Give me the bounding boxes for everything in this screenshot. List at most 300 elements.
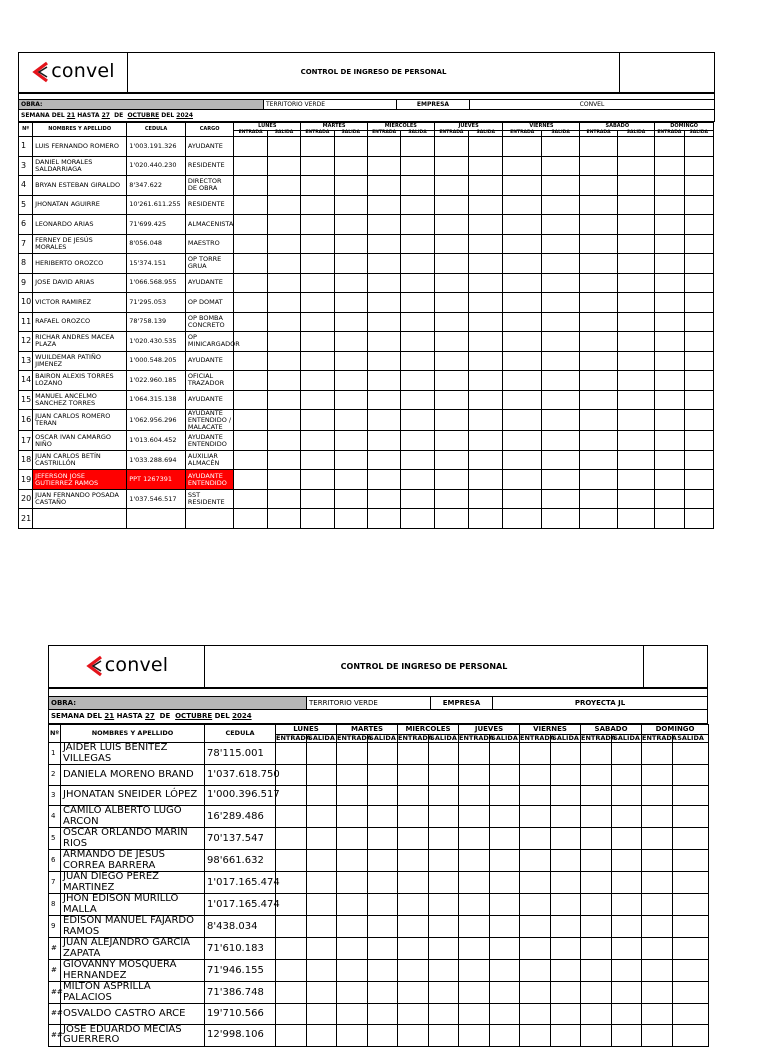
entrada-cell[interactable] <box>520 982 551 1004</box>
salida-cell[interactable] <box>551 1004 581 1025</box>
entrada-cell[interactable] <box>459 960 490 982</box>
entrada-cell[interactable] <box>580 195 617 215</box>
entrada-cell[interactable] <box>301 410 334 431</box>
salida-cell[interactable] <box>334 351 367 371</box>
entrada-cell[interactable] <box>434 137 468 157</box>
entrada-cell[interactable] <box>434 234 468 254</box>
entrada-cell[interactable] <box>367 489 400 509</box>
entrada-cell[interactable] <box>580 470 617 490</box>
salida-cell[interactable] <box>673 894 709 916</box>
salida-cell[interactable] <box>401 215 434 235</box>
salida-cell[interactable] <box>469 234 503 254</box>
salida-cell[interactable] <box>307 785 337 806</box>
entrada-cell[interactable] <box>337 982 368 1004</box>
entrada-cell[interactable] <box>434 431 468 451</box>
entrada-cell[interactable] <box>337 1004 368 1025</box>
entrada-cell[interactable] <box>301 431 334 451</box>
entrada-cell[interactable] <box>655 234 684 254</box>
salida-cell[interactable] <box>684 509 713 529</box>
entrada-cell[interactable] <box>276 785 307 806</box>
salida-cell[interactable] <box>267 234 300 254</box>
entrada-cell[interactable] <box>234 215 267 235</box>
entrada-cell[interactable] <box>337 894 368 916</box>
entrada-cell[interactable] <box>398 785 429 806</box>
salida-cell[interactable] <box>267 410 300 431</box>
salida-cell[interactable] <box>551 1024 581 1046</box>
salida-cell[interactable] <box>334 254 367 274</box>
salida-cell[interactable] <box>469 176 503 196</box>
entrada-cell[interactable] <box>580 489 617 509</box>
salida-cell[interactable] <box>684 156 713 176</box>
salida-cell[interactable] <box>401 273 434 293</box>
salida-cell[interactable] <box>673 765 709 786</box>
salida-cell[interactable] <box>469 390 503 410</box>
entrada-cell[interactable] <box>337 872 368 894</box>
entrada-cell[interactable] <box>503 234 541 254</box>
salida-cell[interactable] <box>334 176 367 196</box>
salida-cell[interactable] <box>469 137 503 157</box>
entrada-cell[interactable] <box>337 916 368 938</box>
salida-cell[interactable] <box>267 489 300 509</box>
salida-cell[interactable] <box>401 156 434 176</box>
salida-cell[interactable] <box>673 743 709 765</box>
entrada-cell[interactable] <box>276 916 307 938</box>
entrada-cell[interactable] <box>580 234 617 254</box>
salida-cell[interactable] <box>401 254 434 274</box>
entrada-cell[interactable] <box>234 390 267 410</box>
entrada-cell[interactable] <box>655 470 684 490</box>
entrada-cell[interactable] <box>503 215 541 235</box>
entrada-cell[interactable] <box>581 982 612 1004</box>
salida-cell[interactable] <box>267 390 300 410</box>
salida-cell[interactable] <box>401 351 434 371</box>
salida-cell[interactable] <box>551 982 581 1004</box>
salida-cell[interactable] <box>469 410 503 431</box>
salida-cell[interactable] <box>684 195 713 215</box>
salida-cell[interactable] <box>267 156 300 176</box>
salida-cell[interactable] <box>334 509 367 529</box>
entrada-cell[interactable] <box>520 1024 551 1046</box>
salida-cell[interactable] <box>673 785 709 806</box>
entrada-cell[interactable] <box>580 509 617 529</box>
entrada-cell[interactable] <box>655 351 684 371</box>
entrada-cell[interactable] <box>655 489 684 509</box>
salida-cell[interactable] <box>684 450 713 470</box>
entrada-cell[interactable] <box>520 785 551 806</box>
salida-cell[interactable] <box>401 176 434 196</box>
salida-cell[interactable] <box>684 312 713 332</box>
entrada-cell[interactable] <box>581 785 612 806</box>
entrada-cell[interactable] <box>503 332 541 352</box>
entrada-cell[interactable] <box>367 410 400 431</box>
entrada-cell[interactable] <box>367 156 400 176</box>
entrada-cell[interactable] <box>398 960 429 982</box>
salida-cell[interactable] <box>334 390 367 410</box>
salida-cell[interactable] <box>334 156 367 176</box>
salida-cell[interactable] <box>429 938 459 960</box>
entrada-cell[interactable] <box>434 351 468 371</box>
salida-cell[interactable] <box>401 489 434 509</box>
salida-cell[interactable] <box>551 806 581 828</box>
entrada-cell[interactable] <box>520 960 551 982</box>
salida-cell[interactable] <box>368 743 398 765</box>
entrada-cell[interactable] <box>367 273 400 293</box>
entrada-cell[interactable] <box>276 872 307 894</box>
entrada-cell[interactable] <box>520 938 551 960</box>
entrada-cell[interactable] <box>434 156 468 176</box>
entrada-cell[interactable] <box>581 1024 612 1046</box>
salida-cell[interactable] <box>617 509 654 529</box>
entrada-cell[interactable] <box>520 765 551 786</box>
entrada-cell[interactable] <box>276 960 307 982</box>
entrada-cell[interactable] <box>367 234 400 254</box>
entrada-cell[interactable] <box>655 176 684 196</box>
salida-cell[interactable] <box>490 960 520 982</box>
entrada-cell[interactable] <box>398 828 429 850</box>
entrada-cell[interactable] <box>655 137 684 157</box>
entrada-cell[interactable] <box>520 916 551 938</box>
salida-cell[interactable] <box>368 982 398 1004</box>
entrada-cell[interactable] <box>642 872 673 894</box>
salida-cell[interactable] <box>673 916 709 938</box>
entrada-cell[interactable] <box>234 351 267 371</box>
entrada-cell[interactable] <box>503 410 541 431</box>
entrada-cell[interactable] <box>655 312 684 332</box>
entrada-cell[interactable] <box>434 254 468 274</box>
salida-cell[interactable] <box>617 351 654 371</box>
salida-cell[interactable] <box>469 215 503 235</box>
entrada-cell[interactable] <box>367 509 400 529</box>
entrada-cell[interactable] <box>520 894 551 916</box>
salida-cell[interactable] <box>429 806 459 828</box>
entrada-cell[interactable] <box>301 137 334 157</box>
salida-cell[interactable] <box>401 390 434 410</box>
entrada-cell[interactable] <box>503 156 541 176</box>
salida-cell[interactable] <box>551 850 581 872</box>
salida-cell[interactable] <box>469 489 503 509</box>
salida-cell[interactable] <box>612 765 642 786</box>
salida-cell[interactable] <box>541 371 579 391</box>
salida-cell[interactable] <box>673 982 709 1004</box>
salida-cell[interactable] <box>267 450 300 470</box>
salida-cell[interactable] <box>401 293 434 313</box>
entrada-cell[interactable] <box>337 806 368 828</box>
entrada-cell[interactable] <box>459 916 490 938</box>
entrada-cell[interactable] <box>234 156 267 176</box>
entrada-cell[interactable] <box>655 195 684 215</box>
salida-cell[interactable] <box>469 293 503 313</box>
salida-cell[interactable] <box>541 137 579 157</box>
salida-cell[interactable] <box>429 872 459 894</box>
salida-cell[interactable] <box>490 916 520 938</box>
salida-cell[interactable] <box>617 293 654 313</box>
salida-cell[interactable] <box>612 1004 642 1025</box>
salida-cell[interactable] <box>401 470 434 490</box>
entrada-cell[interactable] <box>398 1024 429 1046</box>
salida-cell[interactable] <box>429 850 459 872</box>
salida-cell[interactable] <box>307 806 337 828</box>
salida-cell[interactable] <box>334 234 367 254</box>
entrada-cell[interactable] <box>301 390 334 410</box>
entrada-cell[interactable] <box>655 390 684 410</box>
entrada-cell[interactable] <box>642 828 673 850</box>
entrada-cell[interactable] <box>398 850 429 872</box>
entrada-cell[interactable] <box>655 371 684 391</box>
entrada-cell[interactable] <box>459 850 490 872</box>
salida-cell[interactable] <box>267 470 300 490</box>
salida-cell[interactable] <box>612 894 642 916</box>
entrada-cell[interactable] <box>301 351 334 371</box>
entrada-cell[interactable] <box>503 470 541 490</box>
salida-cell[interactable] <box>307 743 337 765</box>
entrada-cell[interactable] <box>503 176 541 196</box>
salida-cell[interactable] <box>490 982 520 1004</box>
salida-cell[interactable] <box>368 1004 398 1025</box>
entrada-cell[interactable] <box>398 982 429 1004</box>
salida-cell[interactable] <box>684 254 713 274</box>
entrada-cell[interactable] <box>459 785 490 806</box>
entrada-cell[interactable] <box>655 293 684 313</box>
entrada-cell[interactable] <box>434 489 468 509</box>
salida-cell[interactable] <box>617 371 654 391</box>
salida-cell[interactable] <box>551 828 581 850</box>
salida-cell[interactable] <box>401 431 434 451</box>
entrada-cell[interactable] <box>459 1004 490 1025</box>
salida-cell[interactable] <box>429 785 459 806</box>
entrada-cell[interactable] <box>434 509 468 529</box>
salida-cell[interactable] <box>617 234 654 254</box>
salida-cell[interactable] <box>401 332 434 352</box>
entrada-cell[interactable] <box>581 938 612 960</box>
salida-cell[interactable] <box>429 1024 459 1046</box>
salida-cell[interactable] <box>490 850 520 872</box>
salida-cell[interactable] <box>307 894 337 916</box>
entrada-cell[interactable] <box>234 234 267 254</box>
entrada-cell[interactable] <box>398 872 429 894</box>
entrada-cell[interactable] <box>434 332 468 352</box>
salida-cell[interactable] <box>368 806 398 828</box>
salida-cell[interactable] <box>267 431 300 451</box>
salida-cell[interactable] <box>617 312 654 332</box>
salida-cell[interactable] <box>307 938 337 960</box>
salida-cell[interactable] <box>334 431 367 451</box>
salida-cell[interactable] <box>368 960 398 982</box>
entrada-cell[interactable] <box>580 431 617 451</box>
salida-cell[interactable] <box>684 410 713 431</box>
salida-cell[interactable] <box>334 410 367 431</box>
salida-cell[interactable] <box>673 1024 709 1046</box>
salida-cell[interactable] <box>617 390 654 410</box>
salida-cell[interactable] <box>541 351 579 371</box>
entrada-cell[interactable] <box>503 254 541 274</box>
entrada-cell[interactable] <box>301 470 334 490</box>
salida-cell[interactable] <box>490 785 520 806</box>
salida-cell[interactable] <box>401 371 434 391</box>
salida-cell[interactable] <box>469 254 503 274</box>
entrada-cell[interactable] <box>655 254 684 274</box>
salida-cell[interactable] <box>612 982 642 1004</box>
entrada-cell[interactable] <box>503 351 541 371</box>
salida-cell[interactable] <box>612 960 642 982</box>
entrada-cell[interactable] <box>459 765 490 786</box>
entrada-cell[interactable] <box>459 894 490 916</box>
salida-cell[interactable] <box>401 137 434 157</box>
entrada-cell[interactable] <box>459 938 490 960</box>
salida-cell[interactable] <box>469 332 503 352</box>
entrada-cell[interactable] <box>520 828 551 850</box>
entrada-cell[interactable] <box>301 293 334 313</box>
entrada-cell[interactable] <box>367 470 400 490</box>
entrada-cell[interactable] <box>503 509 541 529</box>
salida-cell[interactable] <box>612 828 642 850</box>
salida-cell[interactable] <box>267 351 300 371</box>
entrada-cell[interactable] <box>520 850 551 872</box>
salida-cell[interactable] <box>617 431 654 451</box>
entrada-cell[interactable] <box>301 254 334 274</box>
entrada-cell[interactable] <box>580 254 617 274</box>
salida-cell[interactable] <box>541 509 579 529</box>
salida-cell[interactable] <box>490 938 520 960</box>
salida-cell[interactable] <box>469 273 503 293</box>
salida-cell[interactable] <box>267 293 300 313</box>
salida-cell[interactable] <box>490 806 520 828</box>
salida-cell[interactable] <box>541 254 579 274</box>
entrada-cell[interactable] <box>642 982 673 1004</box>
entrada-cell[interactable] <box>581 894 612 916</box>
salida-cell[interactable] <box>490 743 520 765</box>
entrada-cell[interactable] <box>642 785 673 806</box>
entrada-cell[interactable] <box>520 1004 551 1025</box>
entrada-cell[interactable] <box>581 850 612 872</box>
salida-cell[interactable] <box>617 470 654 490</box>
entrada-cell[interactable] <box>642 743 673 765</box>
entrada-cell[interactable] <box>398 765 429 786</box>
salida-cell[interactable] <box>673 806 709 828</box>
salida-cell[interactable] <box>673 828 709 850</box>
salida-cell[interactable] <box>612 850 642 872</box>
entrada-cell[interactable] <box>520 743 551 765</box>
entrada-cell[interactable] <box>642 894 673 916</box>
salida-cell[interactable] <box>490 765 520 786</box>
entrada-cell[interactable] <box>642 806 673 828</box>
salida-cell[interactable] <box>401 195 434 215</box>
salida-cell[interactable] <box>334 273 367 293</box>
entrada-cell[interactable] <box>580 273 617 293</box>
salida-cell[interactable] <box>541 489 579 509</box>
salida-cell[interactable] <box>684 390 713 410</box>
salida-cell[interactable] <box>368 872 398 894</box>
entrada-cell[interactable] <box>642 938 673 960</box>
entrada-cell[interactable] <box>367 137 400 157</box>
entrada-cell[interactable] <box>434 195 468 215</box>
entrada-cell[interactable] <box>337 828 368 850</box>
entrada-cell[interactable] <box>276 894 307 916</box>
entrada-cell[interactable] <box>301 156 334 176</box>
entrada-cell[interactable] <box>459 828 490 850</box>
entrada-cell[interactable] <box>367 254 400 274</box>
entrada-cell[interactable] <box>234 450 267 470</box>
salida-cell[interactable] <box>469 156 503 176</box>
salida-cell[interactable] <box>429 982 459 1004</box>
entrada-cell[interactable] <box>503 489 541 509</box>
salida-cell[interactable] <box>684 293 713 313</box>
entrada-cell[interactable] <box>503 431 541 451</box>
salida-cell[interactable] <box>429 894 459 916</box>
entrada-cell[interactable] <box>655 509 684 529</box>
salida-cell[interactable] <box>541 312 579 332</box>
entrada-cell[interactable] <box>367 390 400 410</box>
entrada-cell[interactable] <box>459 743 490 765</box>
entrada-cell[interactable] <box>398 806 429 828</box>
entrada-cell[interactable] <box>580 312 617 332</box>
salida-cell[interactable] <box>429 960 459 982</box>
salida-cell[interactable] <box>617 176 654 196</box>
salida-cell[interactable] <box>429 743 459 765</box>
salida-cell[interactable] <box>267 509 300 529</box>
entrada-cell[interactable] <box>301 273 334 293</box>
salida-cell[interactable] <box>469 371 503 391</box>
entrada-cell[interactable] <box>580 176 617 196</box>
entrada-cell[interactable] <box>434 215 468 235</box>
salida-cell[interactable] <box>307 916 337 938</box>
entrada-cell[interactable] <box>655 156 684 176</box>
entrada-cell[interactable] <box>398 938 429 960</box>
salida-cell[interactable] <box>541 332 579 352</box>
entrada-cell[interactable] <box>434 273 468 293</box>
salida-cell[interactable] <box>612 916 642 938</box>
salida-cell[interactable] <box>541 234 579 254</box>
entrada-cell[interactable] <box>234 254 267 274</box>
entrada-cell[interactable] <box>276 1024 307 1046</box>
salida-cell[interactable] <box>684 234 713 254</box>
salida-cell[interactable] <box>617 332 654 352</box>
salida-cell[interactable] <box>267 371 300 391</box>
salida-cell[interactable] <box>684 215 713 235</box>
entrada-cell[interactable] <box>301 176 334 196</box>
salida-cell[interactable] <box>617 156 654 176</box>
salida-cell[interactable] <box>401 234 434 254</box>
salida-cell[interactable] <box>307 1004 337 1025</box>
salida-cell[interactable] <box>490 894 520 916</box>
entrada-cell[interactable] <box>301 332 334 352</box>
salida-cell[interactable] <box>551 743 581 765</box>
entrada-cell[interactable] <box>367 195 400 215</box>
salida-cell[interactable] <box>334 450 367 470</box>
salida-cell[interactable] <box>612 743 642 765</box>
entrada-cell[interactable] <box>367 215 400 235</box>
salida-cell[interactable] <box>307 982 337 1004</box>
entrada-cell[interactable] <box>581 828 612 850</box>
salida-cell[interactable] <box>267 273 300 293</box>
salida-cell[interactable] <box>368 1024 398 1046</box>
salida-cell[interactable] <box>429 828 459 850</box>
entrada-cell[interactable] <box>276 765 307 786</box>
entrada-cell[interactable] <box>459 982 490 1004</box>
entrada-cell[interactable] <box>276 982 307 1004</box>
entrada-cell[interactable] <box>580 410 617 431</box>
entrada-cell[interactable] <box>503 390 541 410</box>
salida-cell[interactable] <box>429 1004 459 1025</box>
salida-cell[interactable] <box>673 1004 709 1025</box>
salida-cell[interactable] <box>469 351 503 371</box>
salida-cell[interactable] <box>541 390 579 410</box>
salida-cell[interactable] <box>541 195 579 215</box>
entrada-cell[interactable] <box>580 450 617 470</box>
entrada-cell[interactable] <box>434 410 468 431</box>
salida-cell[interactable] <box>267 215 300 235</box>
entrada-cell[interactable] <box>367 332 400 352</box>
entrada-cell[interactable] <box>580 156 617 176</box>
